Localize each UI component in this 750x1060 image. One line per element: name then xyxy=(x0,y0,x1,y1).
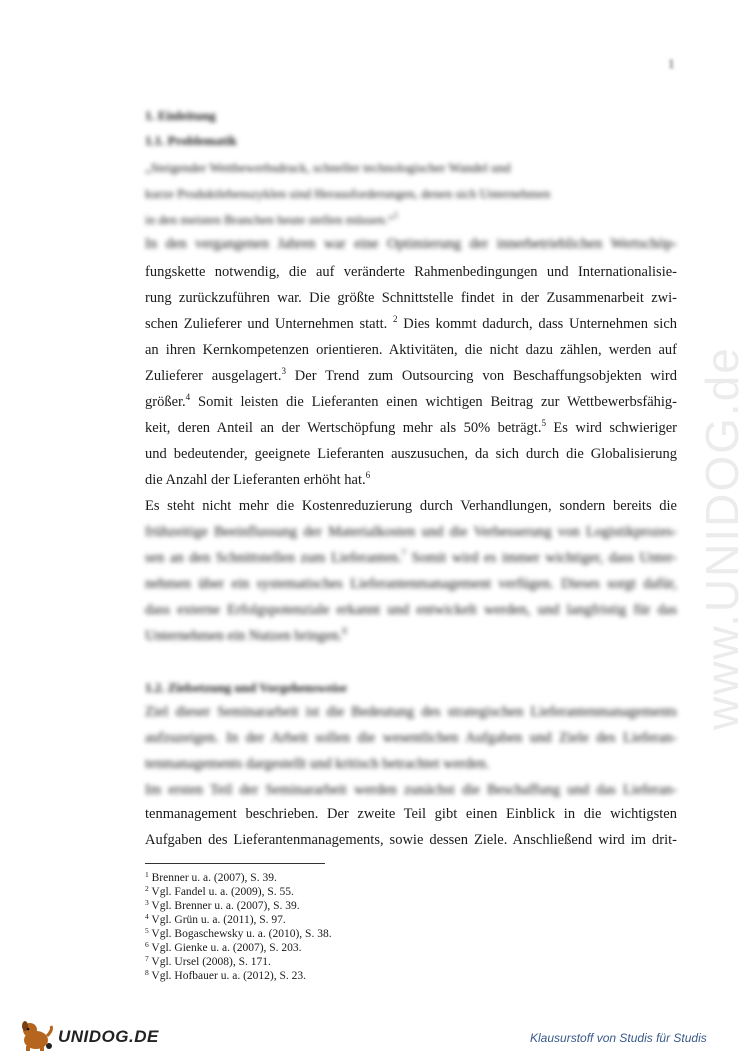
page-number: 1 xyxy=(668,56,675,71)
footnote: $^4$ Vgl. Grün u. a. (2011), S. 97. xyxy=(145,912,286,926)
body-line: dass externe Erfolgspotenziale erkannt und entwickelt werden, und langfristig für das xyxy=(145,602,677,618)
body-line: Ziel dieser Seminararbeit ist die Bedeutung des strategischen Lieferantenmanagements xyxy=(145,704,677,720)
heading-zielsetzung: 1.2. Zielsetzung und Vorgehensweise xyxy=(145,680,347,695)
body-line: tenmanagement beschrieben. Der zweite Teil gibt einen Einblick in die wichtigsten xyxy=(145,806,677,822)
body-line: nehmen über ein systematisches Lieferantenmanagement verfügen. Dieses sorgt dafür, xyxy=(145,576,677,592)
body-line: Im ersten Teil der Seminararbeit werden zunächst die Beschaffung und das Lieferan- xyxy=(145,782,677,798)
body-line: die Anzahl der Lieferanten erhöht hat.$^6$ xyxy=(145,470,371,488)
body-line: sen an den Schnittstellen zum Lieferanten.$^7$ Somit wird es immer wichtiger, dass Unter- xyxy=(145,548,678,566)
body-line: fungskette notwendig, die auf veränderte Rahmenbedingungen und Internationalisie- xyxy=(145,264,677,280)
body-line: an ihren Kernkompetenzen orientieren. Aktivitäten, die nicht dazu zählen, werden auf xyxy=(145,342,677,358)
body-line: tenmanagements dargestellt und kritisch betrachtet werden. xyxy=(145,756,490,772)
heading-problematik: 1.1. Problematik xyxy=(145,133,237,148)
body-line: schen Zulieferer und Unternehmen statt. $^2$ Dies kommt dadurch, dass Unternehmen sich xyxy=(145,314,678,332)
body-line: frühzeitige Beeinflussung der Materialkosten und die Verbesserung von Logistikprozes- xyxy=(145,524,677,540)
body-line: rung zurückzuführen war. Die größte Schnittstelle findet in der Zusammenarbeit zwi- xyxy=(145,290,677,306)
quote-line: kurze Produktlebenszyklen sind Herausforderungen, denen sich Unternehmen xyxy=(145,186,551,201)
body-line: keit, deren Anteil an der Wertschöpfung mehr als 50% beträgt.$^5$ Es wird schwieriger xyxy=(145,418,677,436)
dog-icon xyxy=(22,1021,52,1051)
footnote-divider xyxy=(145,863,325,864)
body-line: Unternehmen ein Nutzen bringen.$^8$ xyxy=(145,626,347,644)
footnote: $^5$ Vgl. Bogaschewsky u. a. (2010), S. 38. xyxy=(145,926,332,940)
footnote: $^3$ Vgl. Brenner u. a. (2007), S. 39. xyxy=(145,898,300,912)
footnote: $^8$ Vgl. Hofbauer u. a. (2012), S. 23. xyxy=(145,968,307,982)
body-line: größer.$^4$ Somit leisten die Lieferanten einen wichtigen Beitrag zur Wettbewerbsfähig- xyxy=(145,392,678,410)
footnote: $^6$ Vgl. Gienke u. a. (2007), S. 203. xyxy=(145,940,302,954)
quote-line: „Steigender Wettbewerbsdruck, schneller technologischer Wandel und xyxy=(145,160,511,175)
heading-einleitung: 1. Einleitung xyxy=(145,108,216,123)
body-line: Es steht nicht mehr die Kostenreduzierung durch Verhandlungen, sondern bereits die xyxy=(145,498,677,514)
logo-text[interactable]: UNIDOG.DE xyxy=(58,1027,159,1046)
quote-line: in den meisten Branchen heute stellen müssen.“$^1$ xyxy=(145,210,399,227)
body-line: In den vergangenen Jahren war eine Optimierung der innerbetrieblichen Wertschöp- xyxy=(145,236,677,252)
footnote: $^1$ Brenner u. a. (2007), S. 39. xyxy=(145,870,277,884)
watermark: www.UNIDOG.de xyxy=(696,346,748,730)
body-line: Zulieferer ausgelagert.$^3$ Der Trend zum Outsourcing von Beschaffungsobjekten wird xyxy=(145,366,678,384)
body-line: und bedeutender, geeignete Lieferanten auszusuchen, da sich durch die Globalisierung xyxy=(145,446,677,462)
body-line: Aufgaben des Lieferantenmanagements, sowie dessen Ziele. Anschließend wird im drit- xyxy=(145,832,677,848)
footnote: $^2$ Vgl. Fandel u. a. (2009), S. 55. xyxy=(145,884,294,898)
tagline: Klausurstoff von Studis für Studis xyxy=(530,1031,707,1045)
body-line: aufzuzeigen. In der Arbeit sollen die wesentlichen Aufgaben und Ziele des Lieferan- xyxy=(145,730,677,746)
footnote: $^7$ Vgl. Ursel (2008), S. 171. xyxy=(145,954,271,968)
